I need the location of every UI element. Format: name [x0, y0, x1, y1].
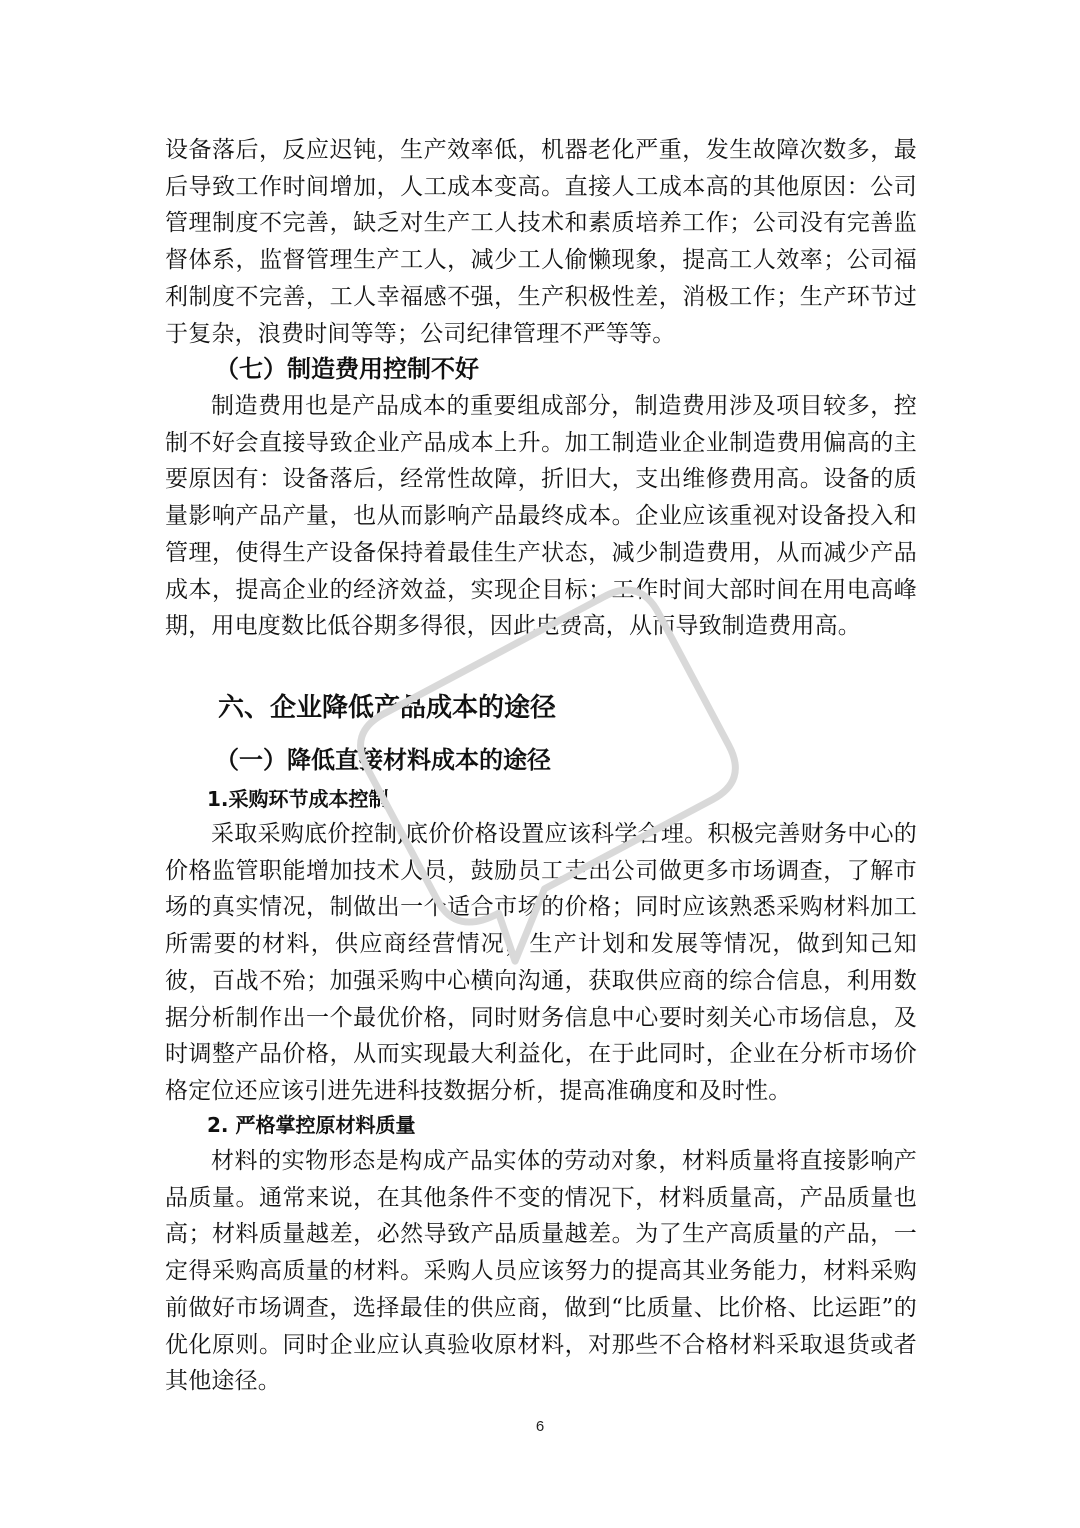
heading-procurement-control: 1.采购环节成本控制 [207, 787, 389, 811]
heading-material-quality: 2. 严格掌控原材料质量 [207, 1113, 416, 1137]
heading-section-six: 六、企业降低产品成本的途径 [218, 693, 557, 723]
page-number: 6 [535, 1418, 545, 1435]
heading-reduce-material-cost: （一）降低直接材料成本的途径 [215, 746, 551, 774]
paragraph-manufacturing-overhead: 制造费用也是产品成本的重要组成部分，制造费用涉及项目较多，控制不好会直接导致企业产品成本上升。加工制造业企业制造费用偏高的主要原因有：设备落后，经常性故障，折旧大，支出维修费用高。设备的质量影响产品产量，也从而影响产品最终成本。企业应该重视对设备投入和管理，使得生产设备保持着最佳生产状态，减少制造费用，从而减少产品成本，提高企业的经济效益，实现企目标；工作时间大部时间在用电高峰期，用电度数比低谷期多得很，因此电费高，从而导致制造费用高。 [165, 393, 917, 640]
paragraph-direct-labor-causes: 设备落后，反应迟钝，生产效率低，机器老化严重，发生故障次数多，最后导致工作时间增加，人工成本变高。直接人工成本高的其他原因：公司管理制度不完善，缺乏对生产工人技术和素质培养工作；公司没有完善监督体系，监督管理生产工人，减少工人偷懒现象，提高工人效率；公司福利制度不完善，工人幸福感不强，生产积极性差，消极工作；生产环节过于复杂，浪费时间等等；公司纪律管理不严等等。 [165, 137, 917, 347]
paragraph-procurement-control: 采取采购底价控制,底价价格设置应该科学合理。积极完善财务中心的价格监管职能增加技术人员，鼓励员工走出公司做更多市场调查，了解市场的真实情况，制做出一个适合市场的价格；同时应该熟悉采购材料加工所需要的材料，供应商经营情况，生产计划和发展等情况，做到知己知彼，百战不殆；加强采购中心横向沟通，获取供应商的综合信息，利用数据分析制作出一个最优价格，同时财务信息中心要时刻关心市场信息，及时调整产品价格，从而实现最大利益化，在于此同时，企业在分析市场价格定位还应该引进先进科技数据分析，提高准确度和及时性。 [165, 821, 917, 1104]
paragraph-material-quality: 材料的实物形态是构成产品实体的劳动对象，材料质量将直接影响产品质量。通常来说，在其他条件不变的情况下，材料质量高，产品质量也高；材料质量越差，必然导致产品质量越差。为了生产高质量的产品，一定得采购高质量的材料。采购人员应该努力的提高其业务能力，材料采购前做好市场调查，选择最佳的供应商，做到“比质量、比价格、比运距”的优化原则。同时企业应认真验收原材料，对那些不合格材料采取退货或者其他途径。 [165, 1148, 917, 1395]
heading-manufacturing-overhead: （七）制造费用控制不好 [215, 355, 479, 383]
